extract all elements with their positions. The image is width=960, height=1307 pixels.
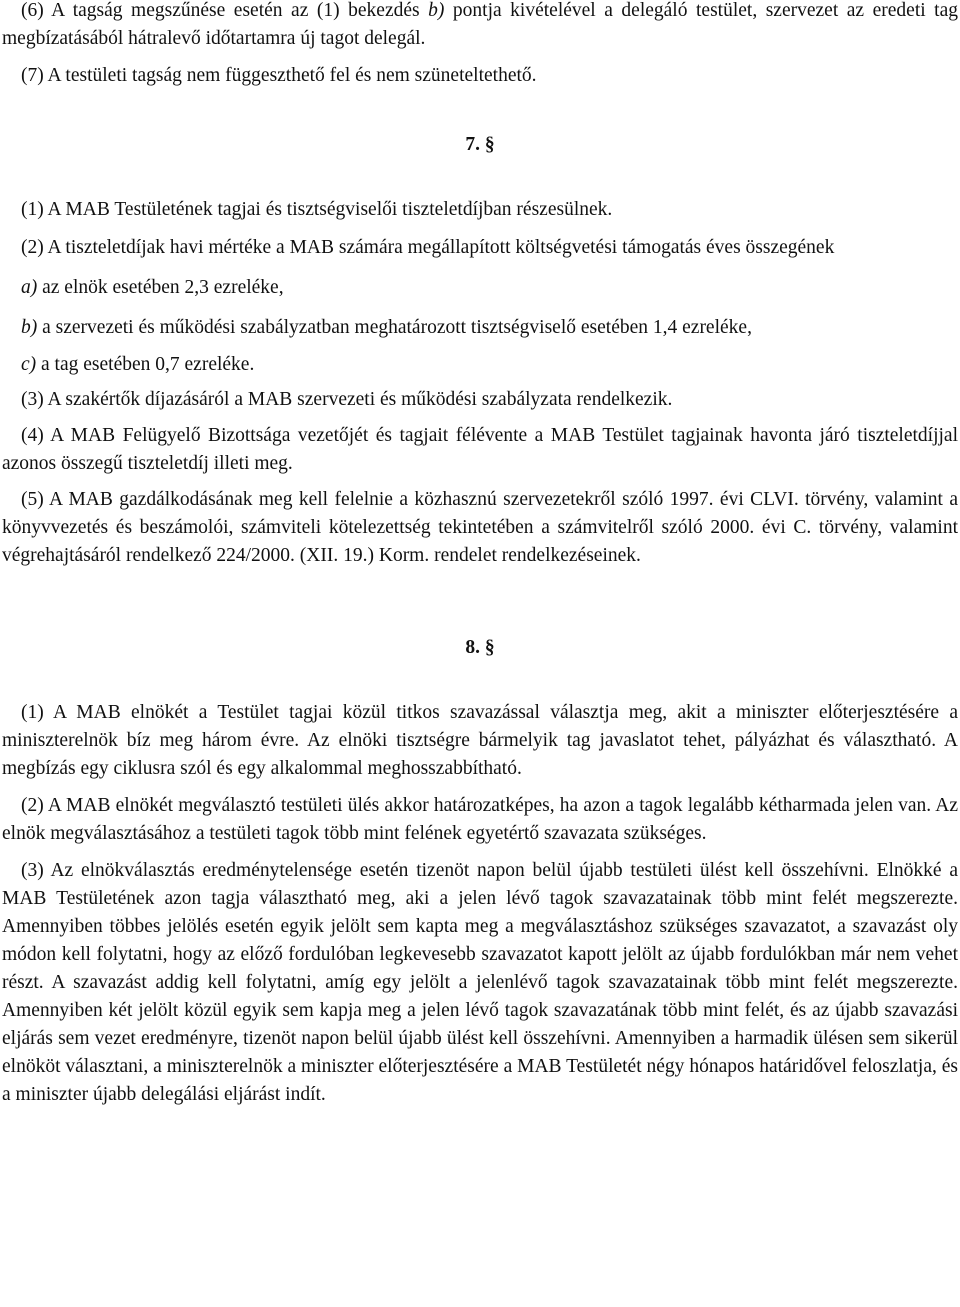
section-heading-7: 7. § — [465, 134, 495, 155]
list-item-a: a) az elnök esetében 2,3 ezreléke, — [21, 277, 284, 298]
paragraph-7-2: (2) A tiszteletdíjak havi mértéke a MAB számára megállapított költségvetési támogatás éves összegének — [21, 237, 835, 258]
paragraph-6-7: (7) A testületi tagság nem függeszthető fel és nem szüneteltethető. — [21, 65, 537, 86]
paragraph-7-4: (4) A MAB Felügyelő Bizottsága vezetőjét és tagjait félévente a MAB Testület tagjainak havonta járó tiszteletdíjjal azonos összegű tiszteletdíj illeti meg. — [2, 425, 958, 474]
paragraph-8-3: (3) Az elnökválasztás eredménytelensége esetén tizenöt napon belül újabb testületi ülést kell összehívni. Elnökké a MAB Testületének azon tagja választható meg, aki a jelen lévő tagok szavazatainak több mint felét megszerezte. Amennyiben többes jelölés esetén egyik jelölt sem kapta meg a megválasztáshoz szükséges szavazatot, a szavazást oly módon kell folytatni, hogy az előző fordulóban legkevesebb szavazatot kapott jelölt az újabb fordulókban már nem vehet részt. A szavazást addig kell folytatni, amíg egy jelölt a jelenlévő tagok szavazatainak több mint felét megszerezte. Amennyiben két jelölt közül egyik sem kapja meg a jelen lévő tagok szavazatának több mint felét, és az újabb szavazási eljárás sem vezet eredményre, tizenöt napon belül újabb ülést kell összehívni. Amennyiben a harmadik ülésen sem sikerül elnököt választani, a miniszterelnök a miniszter előterjesztésére a MAB Testületét négy hónapos határidővel feloszlatja, és a miniszter újabb delegálási eljárást indít. — [2, 860, 958, 1105]
paragraph-7-5: (5) A MAB gazdálkodásának meg kell felelnie a közhasznú szervezetekről szóló 1997. évi CLVI. törvény, valamint a könyvvezetés és beszámolói, számviteli kötelezettség tekintetében a számvitelről szóló 2000. évi C. törvény, valamint végrehajtásáról rendelkező 224/2000. (XII. 19.) Korm. rendelet rendelkezéseinek. — [2, 489, 958, 566]
paragraph-6-6: (6) A tagság megszűnése esetén az (1) bekezdés b) pontja kivételével a delegáló testület, szervezet az eredeti tag megbízatásából hátralevő időtartamra új tagot delegál. — [2, 0, 958, 49]
paragraph-8-2: (2) A MAB elnökét megválasztó testületi ülés akkor határozatképes, ha azon a tagok legalább kétharmada jelen van. Az elnök megválasztásához a testületi tagok több mint felének egyetértő szavazata szükséges. — [2, 795, 958, 844]
paragraph-7-1: (1) A MAB Testületének tagjai és tisztségviselői tiszteletdíjban részesülnek. — [21, 199, 613, 220]
paragraph-8-1: (1) A MAB elnökét a Testület tagjai közül titkos szavazással választja meg, akit a miniszter előterjesztésére a miniszterelnök bíz meg három évre. Az elnöki tisztségre bármelyik tag javaslatot tehet, pályázhat és választható. A megbízás egy ciklusra szól és egy alkalommal meghosszabbítható. — [2, 702, 958, 779]
list-item-c: c) a tag esetében 0,7 ezreléke. — [21, 354, 255, 375]
list-item-b: b) a szervezeti és működési szabályzatban meghatározott tisztségviselő esetében 1,4 ezreléke, — [21, 317, 752, 338]
paragraph-7-3: (3) A szakértők díjazásáról a MAB szervezeti és működési szabályzata rendelkezik. — [21, 389, 673, 410]
document-page — [2, 0, 958, 1109]
section-heading-8: 8. § — [465, 637, 495, 658]
